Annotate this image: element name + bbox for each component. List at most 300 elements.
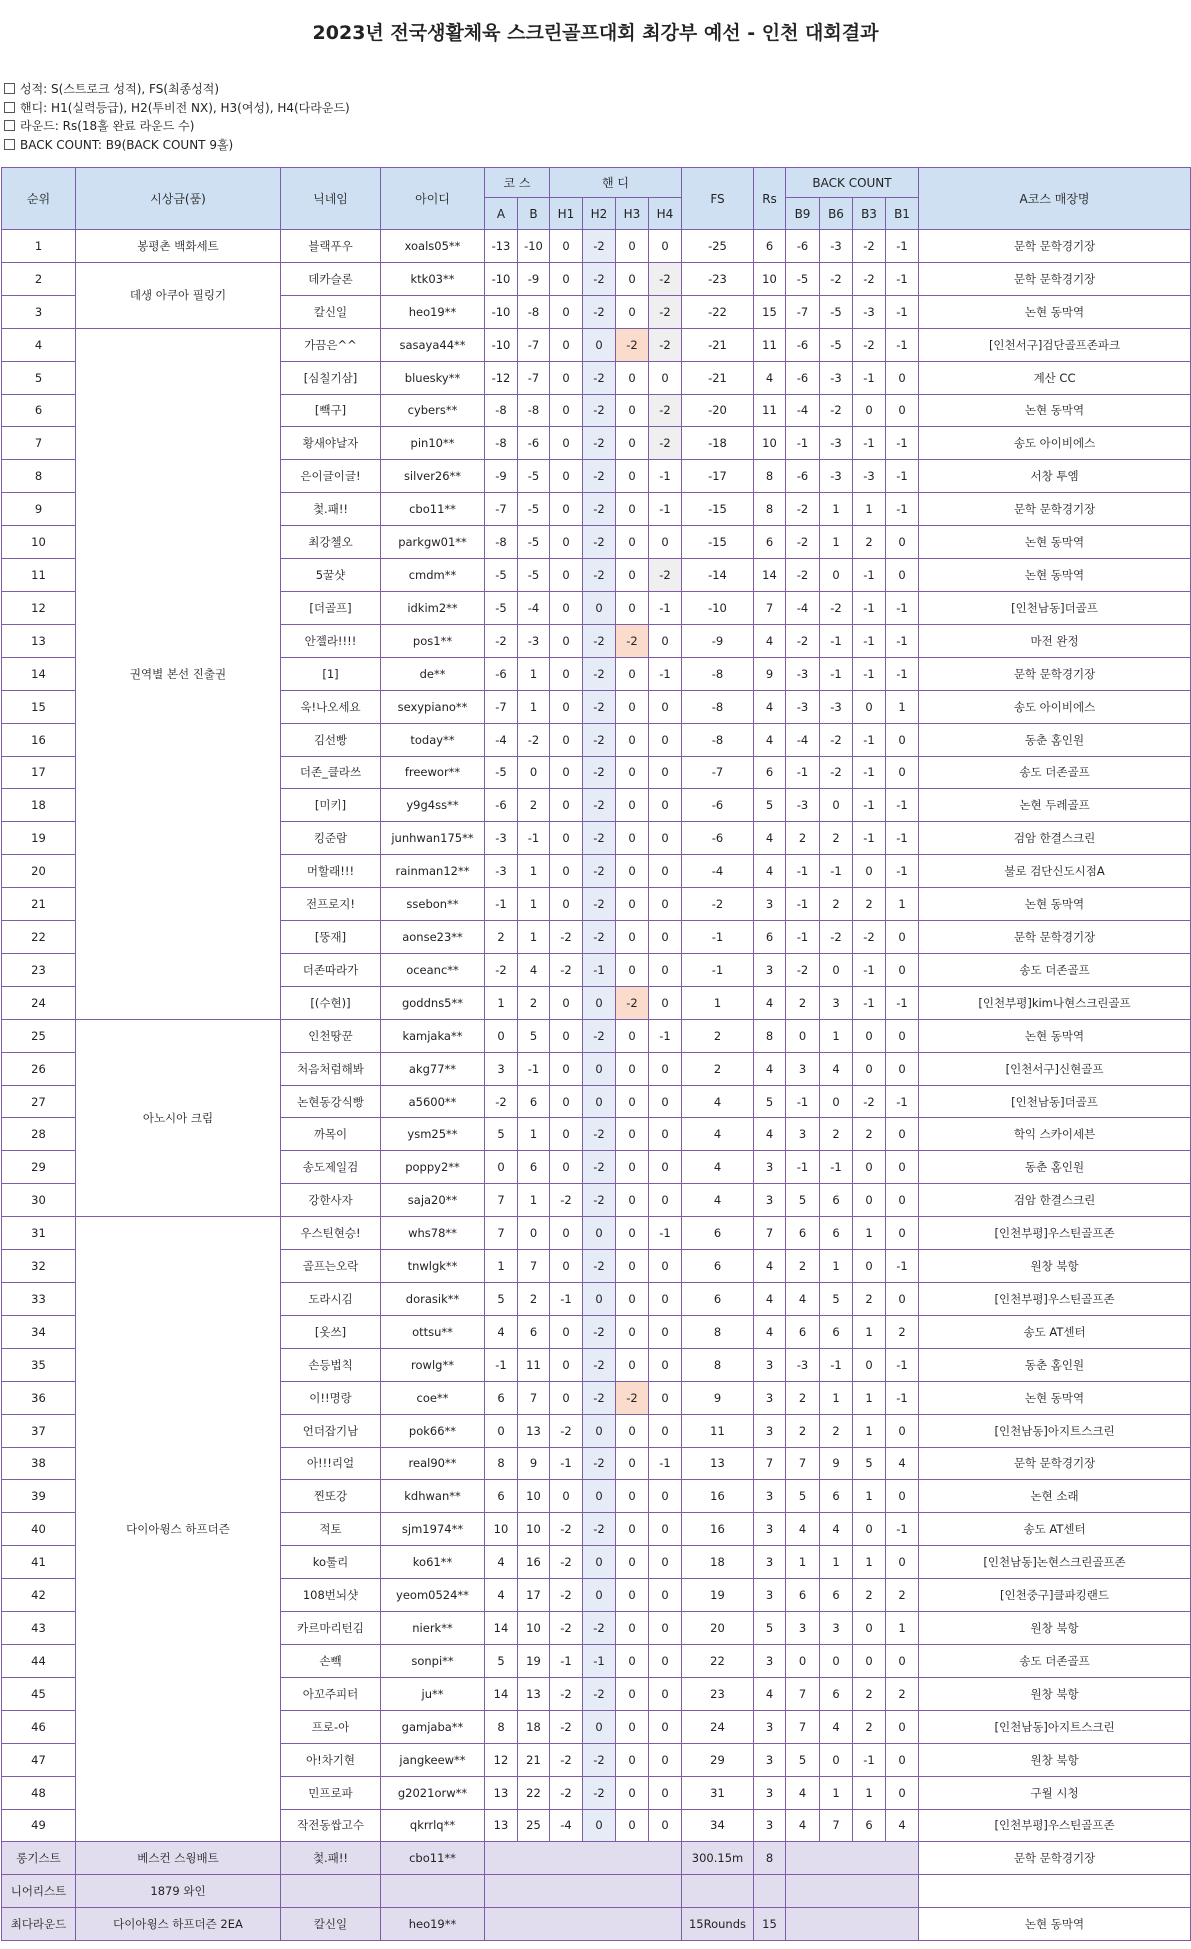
b3-cell: 0	[853, 394, 886, 427]
handi-h3-cell: 0	[616, 1217, 649, 1250]
rank-cell: 42	[2, 1579, 76, 1612]
fs-cell: -20	[682, 394, 754, 427]
b1-cell: 0	[886, 953, 919, 986]
fs-cell: 4	[682, 1151, 754, 1184]
handi-h2-cell: 0	[583, 1546, 616, 1579]
course-a-cell: -2	[485, 624, 518, 657]
b1-cell: -1	[886, 789, 919, 822]
b6-cell: -1	[820, 855, 853, 888]
b1-cell: 0	[886, 921, 919, 954]
fs-cell: -2	[682, 888, 754, 921]
course-b-cell: -5	[518, 526, 550, 559]
b3-cell: -1	[853, 657, 886, 690]
id-cell: cmdm**	[381, 559, 485, 592]
id-cell: rainman12**	[381, 855, 485, 888]
store-cell: [인천남동]논현스크린골프존	[919, 1546, 1191, 1579]
course-b-cell: -1	[518, 1052, 550, 1085]
fs-cell: 24	[682, 1710, 754, 1743]
header-b: B	[518, 198, 550, 230]
handi-h3-cell: 0	[616, 295, 649, 328]
nickname-cell: [(수현)]	[281, 986, 381, 1019]
fs-cell: 6	[682, 1217, 754, 1250]
rs-cell: 3	[754, 1644, 786, 1677]
fs-cell: -9	[682, 624, 754, 657]
b9-cell: -2	[786, 493, 820, 526]
course-b-cell: 1	[518, 1118, 550, 1151]
b9-cell: 3	[786, 1612, 820, 1645]
rank-cell: 24	[2, 986, 76, 1019]
id-cell: qkrrlq**	[381, 1809, 485, 1842]
b6-cell: 2	[820, 1414, 853, 1447]
handi-h4-cell: -1	[649, 1217, 682, 1250]
handi-h2-cell: -1	[583, 1644, 616, 1677]
rs-cell: 3	[754, 1776, 786, 1809]
b9-cell: 4	[786, 1283, 820, 1316]
rank-cell: 40	[2, 1513, 76, 1546]
handi-h4-cell: 0	[649, 1250, 682, 1283]
nickname-cell: [미키]	[281, 789, 381, 822]
b9-cell: 0	[786, 1019, 820, 1052]
table-row	[2, 262, 1191, 295]
handi-h2-cell: 0	[583, 328, 616, 361]
handi-h2-cell: 0	[583, 1710, 616, 1743]
course-a-cell: -1	[485, 1348, 518, 1381]
store-cell: 송도 더존골프	[919, 1644, 1191, 1677]
nickname-cell: 까목이	[281, 1118, 381, 1151]
fs-cell: 2	[682, 1052, 754, 1085]
id-cell: heo19**	[381, 295, 485, 328]
id-cell: jangkeew**	[381, 1743, 485, 1776]
b3-cell: 5	[853, 1447, 886, 1480]
store-cell: 송도 아이비에스	[919, 427, 1191, 460]
b1-cell: 0	[886, 1546, 919, 1579]
handi-h4-cell: -1	[649, 1019, 682, 1052]
fs-cell: 4	[682, 1085, 754, 1118]
handi-h4-cell: -2	[649, 427, 682, 460]
course-b-cell: 9	[518, 1447, 550, 1480]
id-cell: rowlg**	[381, 1348, 485, 1381]
b9-cell: -6	[786, 328, 820, 361]
store-cell: 논현 동막역	[919, 559, 1191, 592]
store-cell: 구월 시청	[919, 1776, 1191, 1809]
course-b-cell: 1	[518, 921, 550, 954]
handi-h2-cell: -2	[583, 723, 616, 756]
handi-h4-cell: -2	[649, 328, 682, 361]
b3-cell: -1	[853, 591, 886, 624]
rank-cell: 30	[2, 1184, 76, 1217]
handi-h3-cell: 0	[616, 1546, 649, 1579]
rank-cell: 6	[2, 394, 76, 427]
handi-h2-cell: 0	[583, 1414, 616, 1447]
rs-cell: 6	[754, 526, 786, 559]
rank-cell: 23	[2, 953, 76, 986]
id-cell: sjm1974**	[381, 1513, 485, 1546]
b9-cell: -6	[786, 460, 820, 493]
nickname-cell: 머할래!!!	[281, 855, 381, 888]
b9-cell: 5	[786, 1743, 820, 1776]
handi-h2-cell: 0	[583, 1480, 616, 1513]
store-cell: 송도 AT센터	[919, 1513, 1191, 1546]
award-rs-cell	[754, 1875, 786, 1908]
handi-h4-cell: 0	[649, 1743, 682, 1776]
b3-cell: -1	[853, 756, 886, 789]
rank-cell: 15	[2, 690, 76, 723]
b9-cell: 3	[786, 1118, 820, 1151]
b3-cell: -1	[853, 723, 886, 756]
table-row	[2, 230, 1191, 263]
handi-h1-cell: 0	[550, 328, 583, 361]
b6-cell: 1	[820, 1381, 853, 1414]
course-a-cell: -8	[485, 427, 518, 460]
award-empty-cell	[786, 1842, 919, 1875]
store-cell: 송도 더존골프	[919, 756, 1191, 789]
handi-h1-cell: -2	[550, 1612, 583, 1645]
b3-cell: -1	[853, 822, 886, 855]
handi-h4-cell: 0	[649, 1710, 682, 1743]
award-id-cell: cbo11**	[381, 1842, 485, 1875]
id-cell: poppy2**	[381, 1151, 485, 1184]
b1-cell: 1	[886, 690, 919, 723]
store-cell: 동춘 홈인원	[919, 1348, 1191, 1381]
header-fs: FS	[682, 168, 754, 230]
handi-h1-cell: 0	[550, 1480, 583, 1513]
course-a-cell: -9	[485, 460, 518, 493]
course-a-cell: 5	[485, 1644, 518, 1677]
b9-cell: -1	[786, 1151, 820, 1184]
course-a-cell: -3	[485, 822, 518, 855]
handi-h3-cell: 0	[616, 1710, 649, 1743]
prize-cell: 권역별 본선 진출권	[76, 328, 281, 1019]
handi-h3-cell: 0	[616, 1447, 649, 1480]
header-nickname: 닉네임	[281, 168, 381, 230]
b6-cell: 0	[820, 1085, 853, 1118]
handi-h4-cell: -2	[649, 262, 682, 295]
course-a-cell: -6	[485, 657, 518, 690]
b6-cell: 1	[820, 1776, 853, 1809]
handi-h3-cell: 0	[616, 1184, 649, 1217]
nickname-cell: 전프로지!	[281, 888, 381, 921]
handi-h1-cell: -2	[550, 1677, 583, 1710]
b3-cell: 1	[853, 1217, 886, 1250]
handi-h3-cell: 0	[616, 1019, 649, 1052]
header-b9: B9	[786, 198, 820, 230]
rank-cell: 27	[2, 1085, 76, 1118]
handi-h2-cell: -2	[583, 855, 616, 888]
b3-cell: 1	[853, 1381, 886, 1414]
b9-cell: 2	[786, 1414, 820, 1447]
handi-h1-cell: 0	[550, 822, 583, 855]
award-rs-cell: 15	[754, 1908, 786, 1941]
handi-h2-cell: -2	[583, 888, 616, 921]
b3-cell: 1	[853, 1776, 886, 1809]
rs-cell: 7	[754, 1447, 786, 1480]
handi-h2-cell: -2	[583, 1250, 616, 1283]
fs-cell: -22	[682, 295, 754, 328]
handi-h3-cell: 0	[616, 953, 649, 986]
fs-cell: 22	[682, 1644, 754, 1677]
id-cell: silver26**	[381, 460, 485, 493]
handi-h3-cell: 0	[616, 756, 649, 789]
award-empty-cell	[786, 1908, 919, 1941]
handi-h4-cell: -1	[649, 1447, 682, 1480]
fs-cell: 8	[682, 1315, 754, 1348]
course-a-cell: -2	[485, 1085, 518, 1118]
course-a-cell: 0	[485, 1151, 518, 1184]
rs-cell: 4	[754, 361, 786, 394]
course-a-cell: -1	[485, 888, 518, 921]
handi-h2-cell: 0	[583, 1085, 616, 1118]
handi-h3-cell: 0	[616, 559, 649, 592]
b9-cell: -4	[786, 723, 820, 756]
handi-h1-cell: 0	[550, 1052, 583, 1085]
header-store: A코스 매장명	[919, 168, 1191, 230]
handi-h1-cell: 0	[550, 1381, 583, 1414]
id-cell: y9g4ss**	[381, 789, 485, 822]
course-b-cell: 19	[518, 1644, 550, 1677]
fs-cell: 29	[682, 1743, 754, 1776]
rank-cell: 48	[2, 1776, 76, 1809]
header-back-count: BACK COUNT	[786, 168, 919, 198]
handi-h4-cell: 0	[649, 1381, 682, 1414]
header-a: A	[485, 198, 518, 230]
handi-h1-cell: 0	[550, 1151, 583, 1184]
award-id-cell	[381, 1875, 485, 1908]
rs-cell: 3	[754, 1579, 786, 1612]
nickname-cell: 안젤라!!!!	[281, 624, 381, 657]
b3-cell: 6	[853, 1809, 886, 1842]
handi-h1-cell: 0	[550, 1019, 583, 1052]
store-cell: 계산 CC	[919, 361, 1191, 394]
rs-cell: 6	[754, 230, 786, 263]
course-a-cell: -8	[485, 526, 518, 559]
b3-cell: 0	[853, 690, 886, 723]
handi-h1-cell: 0	[550, 1085, 583, 1118]
nickname-cell: 이!!명랑	[281, 1381, 381, 1414]
handi-h1-cell: 0	[550, 230, 583, 263]
handi-h2-cell: -2	[583, 1118, 616, 1151]
b3-cell: -1	[853, 559, 886, 592]
nickname-cell: 가끔은^^	[281, 328, 381, 361]
header-rs: Rs	[754, 168, 786, 230]
rs-cell: 3	[754, 888, 786, 921]
header-b6: B6	[820, 198, 853, 230]
fs-cell: -25	[682, 230, 754, 263]
legend-item: 성적: S(스트로크 성적), FS(최종성적)	[4, 80, 350, 99]
handi-h3-cell: 0	[616, 1283, 649, 1316]
course-b-cell: -5	[518, 559, 550, 592]
award-store-cell	[919, 1875, 1191, 1908]
store-cell: 마전 완정	[919, 624, 1191, 657]
course-a-cell: 5	[485, 1283, 518, 1316]
prize-cell: 데생 아쿠아 필링기	[76, 262, 281, 328]
rs-cell: 3	[754, 1809, 786, 1842]
course-a-cell: 4	[485, 1315, 518, 1348]
b3-cell: -1	[853, 361, 886, 394]
store-cell: [인천남동]더골프	[919, 1085, 1191, 1118]
handi-h4-cell: 0	[649, 1513, 682, 1546]
b6-cell: 6	[820, 1480, 853, 1513]
b3-cell: -1	[853, 986, 886, 1019]
nickname-cell: ko툴리	[281, 1546, 381, 1579]
b3-cell: 0	[853, 1348, 886, 1381]
store-cell: 문학 문학경기장	[919, 262, 1191, 295]
b1-cell: 0	[886, 1217, 919, 1250]
course-b-cell: 0	[518, 1217, 550, 1250]
handi-h1-cell: 0	[550, 789, 583, 822]
handi-h4-cell: 0	[649, 1414, 682, 1447]
id-cell: ktk03**	[381, 262, 485, 295]
award-empty-cell	[485, 1842, 682, 1875]
id-cell: a5600**	[381, 1085, 485, 1118]
rs-cell: 4	[754, 1118, 786, 1151]
rank-cell: 4	[2, 328, 76, 361]
b6-cell: 5	[820, 1283, 853, 1316]
course-a-cell: -10	[485, 295, 518, 328]
fs-cell: -10	[682, 591, 754, 624]
course-b-cell: -7	[518, 361, 550, 394]
b9-cell: 7	[786, 1677, 820, 1710]
course-b-cell: 1	[518, 888, 550, 921]
handi-h2-cell: 0	[583, 591, 616, 624]
b9-cell: 6	[786, 1217, 820, 1250]
rank-cell: 20	[2, 855, 76, 888]
fs-cell: -4	[682, 855, 754, 888]
header-prize: 시상금(품)	[76, 168, 281, 230]
b1-cell: 0	[886, 1118, 919, 1151]
course-a-cell: -12	[485, 361, 518, 394]
b6-cell: 1	[820, 1019, 853, 1052]
nickname-cell: 첯.패!!	[281, 493, 381, 526]
b6-cell: 7	[820, 1809, 853, 1842]
nickname-cell: 우스틴현승!	[281, 1217, 381, 1250]
checkbox-square-icon	[4, 139, 15, 150]
handi-h1-cell: 0	[550, 559, 583, 592]
store-cell: 논현 동막역	[919, 394, 1191, 427]
b9-cell: -3	[786, 690, 820, 723]
rank-cell: 34	[2, 1315, 76, 1348]
b6-cell: 2	[820, 822, 853, 855]
b6-cell: -2	[820, 756, 853, 789]
rank-cell: 19	[2, 822, 76, 855]
fs-cell: 34	[682, 1809, 754, 1842]
rs-cell: 7	[754, 591, 786, 624]
handi-h1-cell: -2	[550, 1546, 583, 1579]
rs-cell: 4	[754, 855, 786, 888]
b9-cell: -1	[786, 921, 820, 954]
nickname-cell: 송도제일검	[281, 1151, 381, 1184]
handi-h2-cell: -2	[583, 624, 616, 657]
course-a-cell: -7	[485, 690, 518, 723]
id-cell: ju**	[381, 1677, 485, 1710]
handi-h3-cell: 0	[616, 1776, 649, 1809]
b6-cell: -3	[820, 460, 853, 493]
nickname-cell: 더존따라가	[281, 953, 381, 986]
results-body	[2, 230, 1191, 1941]
store-cell: [인천부평]우스틴골프존	[919, 1217, 1191, 1250]
b9-cell: 6	[786, 1315, 820, 1348]
table-row	[2, 1217, 1191, 1250]
handi-h3-cell: 0	[616, 591, 649, 624]
b6-cell: -3	[820, 230, 853, 263]
handi-h1-cell: 0	[550, 756, 583, 789]
course-a-cell: -3	[485, 855, 518, 888]
course-a-cell: 6	[485, 1381, 518, 1414]
store-cell: 원창 북항	[919, 1677, 1191, 1710]
header-b3: B3	[853, 198, 886, 230]
handi-h3-cell: 0	[616, 1118, 649, 1151]
course-a-cell: 1	[485, 1250, 518, 1283]
b1-cell: -1	[886, 328, 919, 361]
b3-cell: 0	[853, 1052, 886, 1085]
nickname-cell: [옷쓰]	[281, 1315, 381, 1348]
rs-cell: 3	[754, 1151, 786, 1184]
handi-h2-cell: 0	[583, 1052, 616, 1085]
id-cell: coe**	[381, 1381, 485, 1414]
course-a-cell: -4	[485, 723, 518, 756]
handi-h2-cell: -2	[583, 526, 616, 559]
b6-cell: 4	[820, 1052, 853, 1085]
course-b-cell: -10	[518, 230, 550, 263]
b9-cell: 2	[786, 822, 820, 855]
rs-cell: 14	[754, 559, 786, 592]
checkbox-square-icon	[4, 83, 15, 94]
b3-cell: 2	[853, 526, 886, 559]
nickname-cell: 5꿀샷	[281, 559, 381, 592]
store-cell: 송도 AT센터	[919, 1315, 1191, 1348]
b6-cell: -1	[820, 624, 853, 657]
b6-cell: 1	[820, 526, 853, 559]
b1-cell: -1	[886, 295, 919, 328]
b1-cell: -1	[886, 427, 919, 460]
b1-cell: -1	[886, 230, 919, 263]
nickname-cell: [더골프]	[281, 591, 381, 624]
store-cell: 원창 북항	[919, 1612, 1191, 1645]
b9-cell: -4	[786, 591, 820, 624]
handi-h2-cell: -2	[583, 1612, 616, 1645]
fs-cell: -8	[682, 690, 754, 723]
nickname-cell: 데카슬론	[281, 262, 381, 295]
rs-cell: 10	[754, 262, 786, 295]
fs-cell: 13	[682, 1447, 754, 1480]
checkbox-square-icon	[4, 102, 15, 113]
b9-cell: -2	[786, 526, 820, 559]
course-b-cell: 16	[518, 1546, 550, 1579]
handi-h1-cell: 0	[550, 624, 583, 657]
store-cell: 원창 북항	[919, 1743, 1191, 1776]
handi-h2-cell: -1	[583, 953, 616, 986]
b3-cell: 0	[853, 1184, 886, 1217]
id-cell: sonpi**	[381, 1644, 485, 1677]
course-b-cell: -4	[518, 591, 550, 624]
store-cell: 문학 문학경기장	[919, 493, 1191, 526]
award-empty-cell	[485, 1908, 682, 1941]
rank-cell: 41	[2, 1546, 76, 1579]
b3-cell: 2	[853, 888, 886, 921]
store-cell: 서창 투엠	[919, 460, 1191, 493]
id-cell: kamjaka**	[381, 1019, 485, 1052]
b9-cell: 2	[786, 1381, 820, 1414]
b9-cell: -2	[786, 624, 820, 657]
handi-h4-cell: 0	[649, 953, 682, 986]
fs-cell: 8	[682, 1348, 754, 1381]
b9-cell: -6	[786, 361, 820, 394]
handi-h4-cell: 0	[649, 1052, 682, 1085]
course-a-cell: 7	[485, 1184, 518, 1217]
handi-h4-cell: 0	[649, 888, 682, 921]
id-cell: g2021orw**	[381, 1776, 485, 1809]
fs-cell: -21	[682, 361, 754, 394]
handi-h1-cell: -1	[550, 1644, 583, 1677]
